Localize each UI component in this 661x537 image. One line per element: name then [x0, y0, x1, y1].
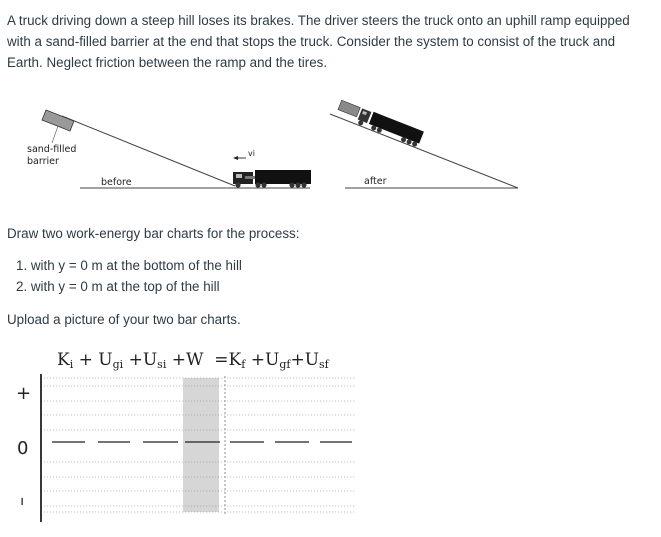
- barrier-label-line1: sand-filled: [27, 144, 77, 155]
- term-k-final: $K_f$: [228, 350, 246, 371]
- ramp-line-after: [330, 114, 518, 188]
- term-ug-initial: $U_{gi}$: [98, 350, 124, 371]
- plus-sign: +: [250, 350, 265, 370]
- upload-instruction: Upload a picture of your two bar charts.: [7, 312, 241, 327]
- before-panel: [42, 110, 311, 188]
- plus-sign: +: [78, 350, 93, 370]
- velocity-arrow: [233, 156, 246, 160]
- after-label: after: [364, 176, 387, 187]
- instruction-text: Draw two work-energy bar charts for the process:: [7, 226, 300, 241]
- list-item-2: 2. with y = 0 m at the top of the hill: [16, 279, 220, 294]
- ramp-line-before: [62, 116, 235, 186]
- term-work: W: [186, 350, 204, 370]
- work-column-shade: [183, 378, 219, 512]
- axis-zero-label: 0: [17, 438, 29, 459]
- plus-sign: +: [171, 350, 186, 370]
- problem-intro: A truck driving down a steep hill loses its brakes. The driver steers the truck onto an uphill ramp equipped with a sand-filled barrier at the end that stops the truck. Consider the system to consist of the truck and Earth. Neglect friction between the ramp and the tires.: [7, 13, 630, 70]
- velocity-label: vi: [248, 149, 255, 158]
- before-label: before: [101, 177, 132, 188]
- term-us-initial: $U_{si}$: [142, 350, 167, 371]
- energy-equation: [57, 350, 329, 371]
- truck-before: [233, 170, 311, 188]
- equals-sign: =: [214, 350, 229, 370]
- truck-ramp-figure: [0, 95, 661, 205]
- plus-sign: +: [290, 350, 305, 370]
- plus-sign: +: [128, 350, 143, 370]
- term-us-final: $U_{sf}$: [304, 350, 329, 371]
- term-ug-final: $U_{gf}$: [264, 350, 291, 371]
- barrier-label-line2: barrier: [27, 156, 59, 167]
- axis-plus-label: +: [16, 383, 32, 404]
- barrier-box: [42, 110, 74, 131]
- after-panel: [330, 99, 518, 188]
- list-item-1: 1. with y = 0 m at the bottom of the hill: [16, 258, 242, 273]
- work-energy-bar-chart[interactable]: [0, 370, 661, 530]
- axis-minus-label: –: [12, 497, 33, 506]
- truck-after: [336, 99, 424, 148]
- term-k-initial: $K_i$: [57, 350, 74, 371]
